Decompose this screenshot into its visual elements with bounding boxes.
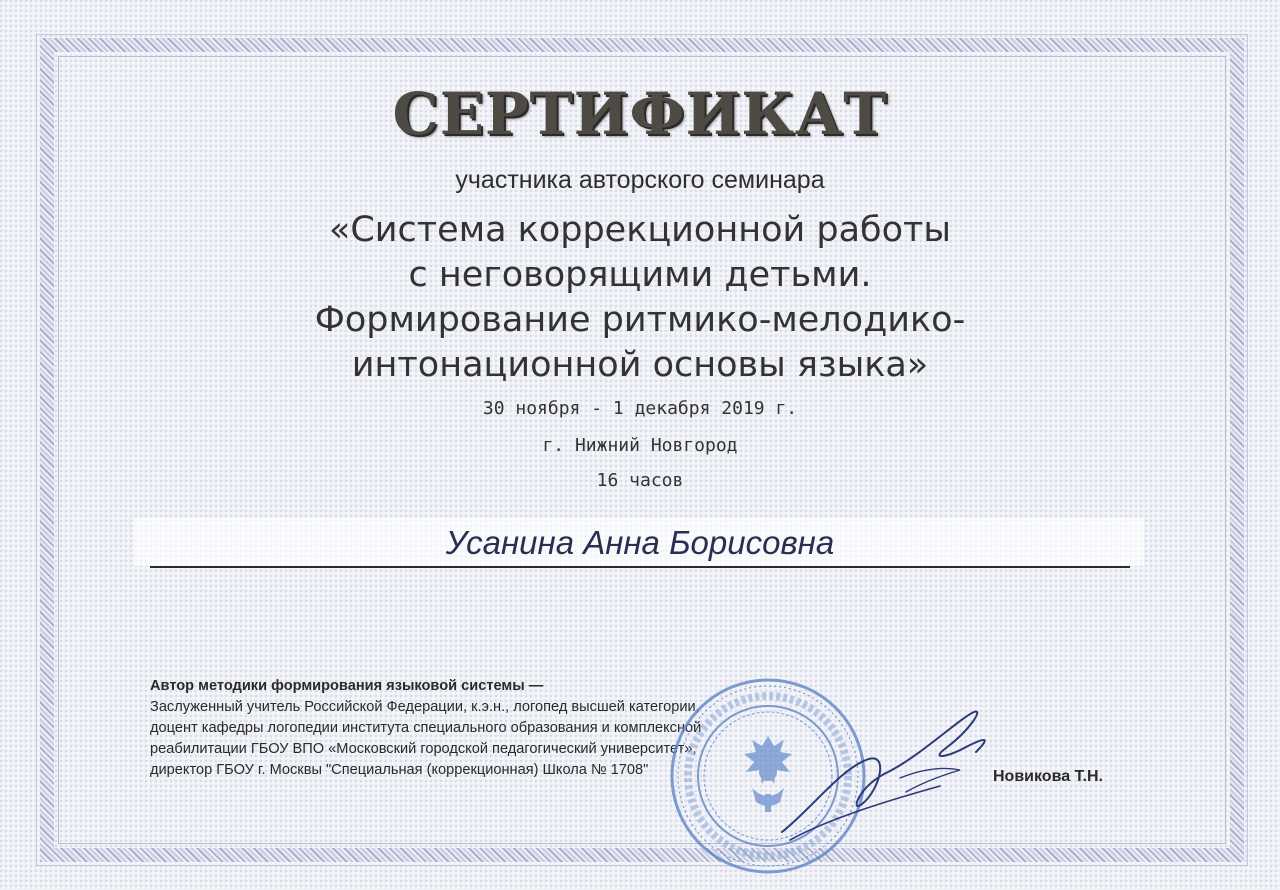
author-line: Заслуженный учитель Российской Федерации, к.э.н., логопед высшей категории,	[150, 699, 700, 715]
seminar-title-line: «Система коррекционной работы	[328, 210, 952, 250]
handwritten-signature-icon	[770, 700, 1000, 850]
author-line: реабилитации ГБОУ ВПО «Московский городской педагогический университет»,	[150, 741, 697, 757]
seminar-title	[0, 208, 1280, 388]
certificate-subtitle: участника авторского семинара	[455, 166, 825, 194]
participant-name: Усанина Анна Борисовна	[445, 524, 835, 561]
seminar-title-line: с неговорящими детьми.	[408, 255, 872, 295]
signer-name: Новикова Т.Н.	[993, 768, 1103, 785]
author-line: доцент кафедры логопедии института специального образования и комплексной	[150, 720, 702, 736]
seminar-date: 30 ноября - 1 декабря 2019 г.	[482, 398, 798, 419]
seminar-title-line: интонационной основы языка»	[351, 345, 929, 385]
certificate-title: СЕРТИФИКАТ	[392, 80, 888, 148]
seminar-city: г. Нижний Новгород	[542, 435, 738, 456]
name-underline	[150, 566, 1130, 568]
author-line: Автор методики формирования языковой системы —	[150, 678, 544, 694]
seminar-hours: 16 часов	[596, 470, 684, 491]
seminar-title-line: Формирование ритмико-мелодико-	[314, 300, 966, 340]
author-line: директор ГБОУ г. Москвы "Специальная (коррекционная) Школа № 1708"	[150, 762, 649, 778]
